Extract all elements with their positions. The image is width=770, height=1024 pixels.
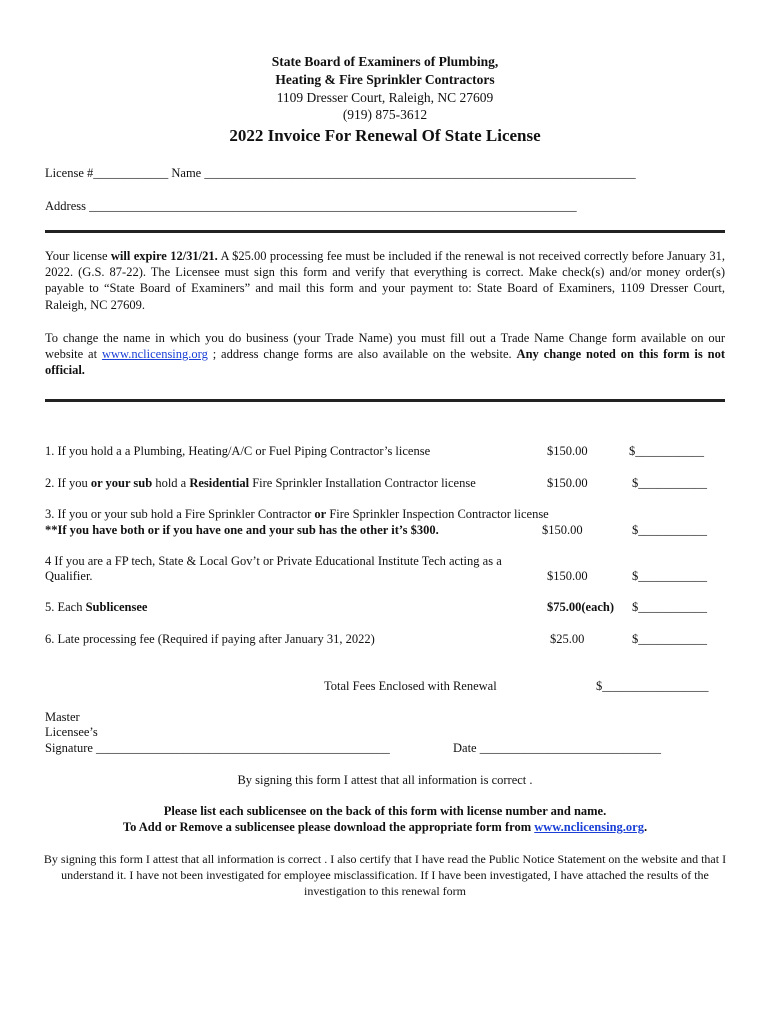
license-field[interactable]: ____________ bbox=[93, 166, 169, 180]
name-field[interactable]: _____________________________________________________________________ bbox=[204, 166, 636, 180]
fee-item-3-amount: $150.00 bbox=[542, 523, 583, 537]
fee-item-1-label: 1. If you hold a a Plumbing, Heating/A/C or Fuel Piping Contractor’s license bbox=[45, 444, 431, 458]
date-field[interactable]: _____________________________ bbox=[479, 741, 661, 755]
fee-item-5-field[interactable]: $___________ bbox=[632, 600, 707, 614]
signature-row bbox=[45, 741, 390, 756]
certification-statement: By signing this form I attest that all information is correct . I also certify that I have read the Public Notice Statement on the website and that I understand it. I have not been investigated for employee misclassification. If I have been investigated, I have attached the results of the investigation to this renewal form bbox=[43, 852, 727, 898]
signature-label-2: Licensee’s bbox=[45, 725, 98, 739]
fee-item-1-field[interactable]: $___________ bbox=[629, 444, 704, 458]
name-label: Name bbox=[171, 166, 202, 180]
fee-item-5-bold: Sublicensee bbox=[85, 600, 148, 614]
org-name-line2: Heating & Fire Sprinkler Contractors bbox=[275, 72, 495, 87]
license-name-row bbox=[45, 166, 636, 181]
notice-p1-start: Your license bbox=[45, 249, 111, 263]
org-phone: (919) 875-3612 bbox=[342, 107, 428, 122]
address-row bbox=[45, 199, 577, 214]
notice-p1-body: A $25.00 processing fee must be included if the renewal is not received correctly before January 31, 2022. (G.S. 87-22). The Licensee must sign this form and verify that everything is correct. Make check(s) and/or money order(s) payable to “State Board of Examiners” and mail this form and your payment to: State Board of Examiners, 1109 Dresser Court, Raleigh, NC 27609. bbox=[45, 249, 725, 312]
fee-item-5-text: 5. Each bbox=[45, 600, 86, 614]
fee-item-6-field[interactable]: $___________ bbox=[632, 632, 707, 646]
address-label: Address bbox=[45, 199, 86, 213]
sublicensee-form-instruction bbox=[0, 820, 770, 835]
fee-item-2-label bbox=[45, 476, 476, 491]
website-link[interactable]: www.nclicensing.org bbox=[534, 820, 644, 834]
sublicensee-form-end: . bbox=[643, 820, 648, 834]
notice-p2-start: To change the name in which you do business (your Trade Name) you must fill out a Trade Name Change form available on our website at bbox=[45, 331, 725, 362]
fee-item-3-text: 3. If you or your sub hold a Fire Sprinkler Contractor bbox=[45, 507, 315, 521]
signature-label-3: Signature bbox=[45, 741, 93, 755]
date-row bbox=[453, 741, 661, 756]
total-field[interactable]: $_________________ bbox=[596, 679, 709, 693]
fee-item-3-label bbox=[45, 507, 549, 522]
fee-item-3-bold: or bbox=[314, 507, 327, 521]
notice-p2-body: ; address change forms are also available on the website. bbox=[207, 347, 517, 362]
fee-item-4-label: 4 If you are a FP tech, State & Local Gov’t or Private Educational Institute Tech acting as a bbox=[45, 554, 502, 568]
signature-field[interactable]: _______________________________________________ bbox=[96, 741, 390, 755]
notice-paragraph-2 bbox=[45, 330, 725, 379]
fee-item-2-text: Fire Sprinkler Installation Contractor license bbox=[249, 476, 476, 490]
fee-item-2-field[interactable]: $___________ bbox=[632, 476, 707, 490]
fee-item-2-text: 2. If you bbox=[45, 476, 91, 490]
license-label: License # bbox=[45, 166, 94, 180]
address-field[interactable]: ______________________________________________________________________________ bbox=[89, 199, 577, 213]
website-link[interactable]: www.nclicensing.org bbox=[101, 347, 208, 362]
expiry-text: will expire 12/31/21. bbox=[110, 249, 218, 263]
fee-item-2-amount: $150.00 bbox=[547, 476, 588, 490]
fee-item-4-field[interactable]: $___________ bbox=[632, 569, 707, 583]
fee-item-6-label: 6. Late processing fee (Required if paying after January 31, 2022) bbox=[45, 632, 375, 646]
attestation-short: By signing this form I attest that all information is correct . bbox=[237, 773, 533, 787]
fee-item-5-amount: $75.00(each) bbox=[547, 600, 614, 614]
fee-item-3-note: **If you have both or if you have one and your sub has the other it’s $300. bbox=[45, 523, 439, 537]
date-label: Date bbox=[453, 741, 477, 755]
fee-item-2-bold2: Residential bbox=[189, 476, 250, 490]
fee-item-4-label-cont: Qualifier. bbox=[45, 569, 93, 583]
fee-item-2-text: hold a bbox=[152, 476, 190, 490]
fee-item-6-amount: $25.00 bbox=[550, 632, 585, 646]
sublicensee-instruction: Please list each sublicensee on the back of this form with license number and name. bbox=[163, 804, 607, 818]
notice-paragraph-1 bbox=[45, 248, 725, 313]
org-name-line1: State Board of Examiners of Plumbing, bbox=[271, 54, 499, 69]
notice-p2-warning: Any change noted on this form is not official. bbox=[45, 347, 725, 378]
fee-item-3-text: Fire Sprinkler Inspection Contractor license bbox=[326, 507, 549, 521]
fee-item-2-bold1: or your sub bbox=[90, 476, 153, 490]
divider bbox=[45, 230, 725, 233]
fee-item-4-amount: $150.00 bbox=[547, 569, 588, 583]
fee-item-5-label bbox=[45, 600, 147, 615]
org-address: 1109 Dresser Court, Raleigh, NC 27609 bbox=[276, 90, 494, 105]
fee-item-1-amount: $150.00 bbox=[547, 444, 588, 458]
divider bbox=[45, 399, 725, 402]
signature-label-1: Master bbox=[45, 710, 80, 724]
total-label: Total Fees Enclosed with Renewal bbox=[324, 679, 497, 693]
sublicensee-form-text: To Add or Remove a sublicensee please download the appropriate form from bbox=[122, 820, 535, 834]
fee-item-3-field[interactable]: $___________ bbox=[632, 523, 707, 537]
page-title: 2022 Invoice For Renewal Of State License bbox=[229, 126, 541, 145]
